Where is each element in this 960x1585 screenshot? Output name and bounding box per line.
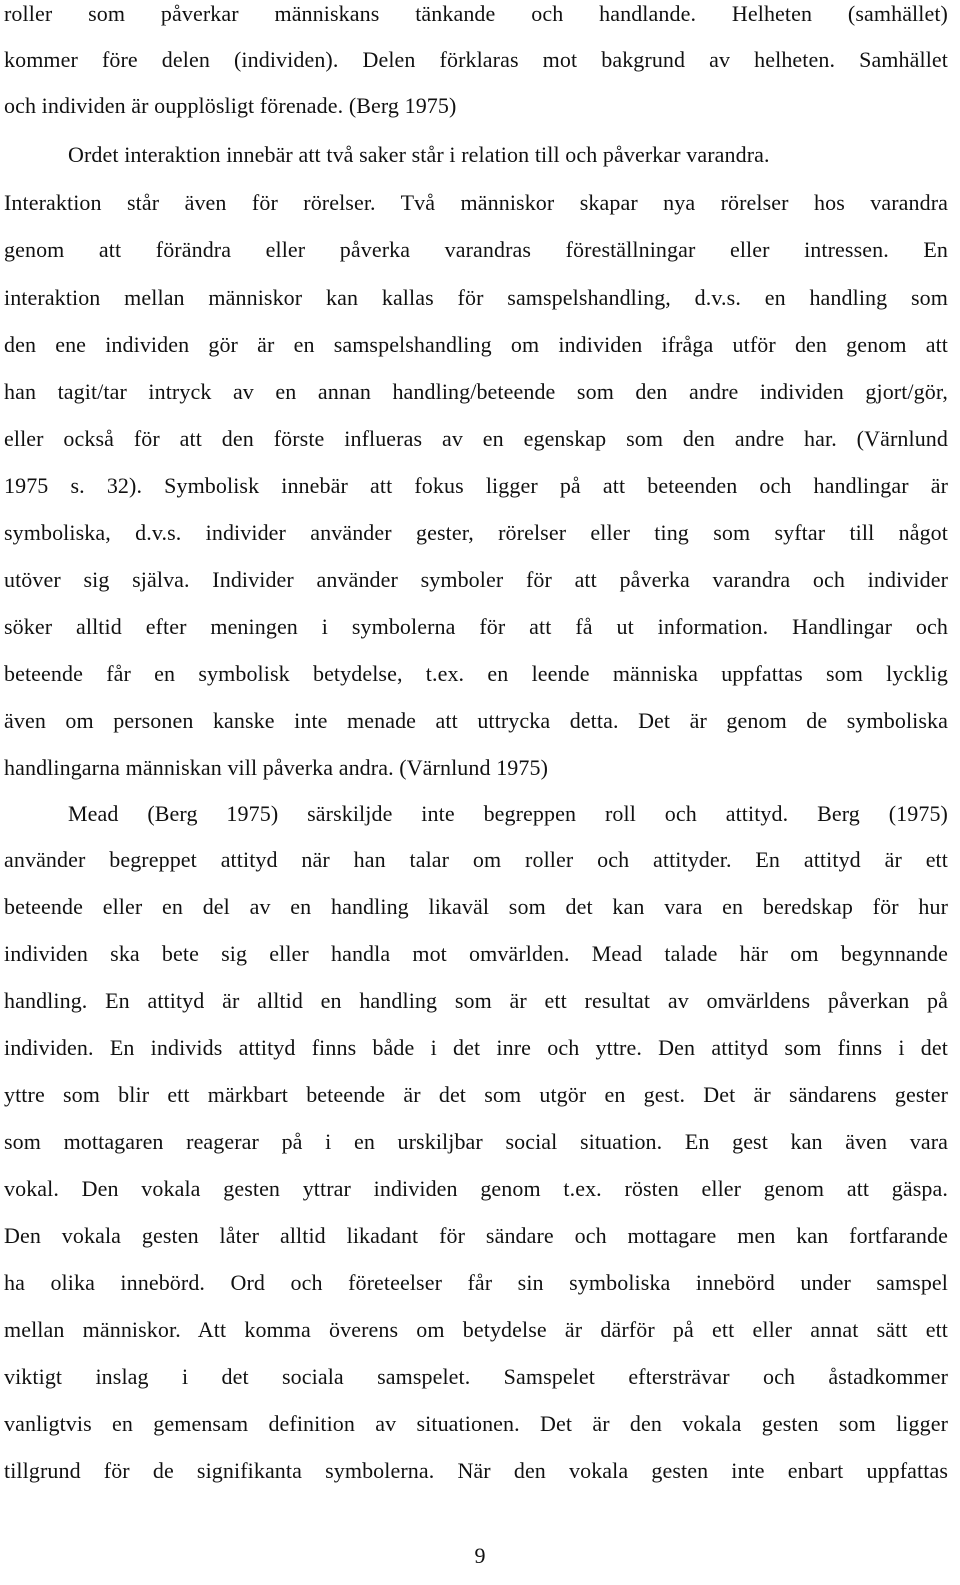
text-line: utöver sig själva. Individer använder symboler för att påverka varandra och individer — [4, 567, 948, 592]
text-line: eller också för att den förste influeras av en egenskap som den andre har. (Värnlund — [4, 426, 948, 451]
text-line: individen ska bete sig eller handla mot omvärlden. Mead talade här om begynnande — [4, 941, 948, 966]
page-number: 9 — [474, 1543, 486, 1568]
text-line: och individen är oupplösligt förenade. (Berg 1975) — [4, 93, 457, 118]
text-line: även om personen kanske inte menade att uttrycka detta. Det är genom de symboliska — [4, 708, 948, 733]
text-line: symboliska, d.v.s. individer använder gester, rörelser eller ting som syftar till något — [4, 520, 948, 545]
text-line: den ene individen gör är en samspelshandling om individen ifråga utför den genom att — [4, 332, 948, 357]
text-line: beteende eller en del av en handling likaväl som det kan vara en beredskap för hur — [4, 894, 948, 919]
text-line: handlingarna människan vill påverka andra. (Värnlund 1975) — [4, 755, 549, 780]
text-line: yttre som blir ett märkbart beteende är det som utgör en gest. Det är sändarens gester — [4, 1082, 948, 1107]
text-line: roller som påverkar människans tänkande och handlande. Helheten (samhället) — [4, 1, 948, 26]
text-line: söker alltid efter meningen i symbolerna för att få ut information. Handlingar och — [4, 614, 948, 639]
text-line: Interaktion står även för rörelser. Två människor skapar nya rörelser hos varandra — [4, 190, 948, 215]
paragraph-start-line: Mead (Berg 1975) särskiljde inte begreppen roll och attityd. Berg (1975) — [68, 801, 948, 826]
text-line: använder begreppet attityd när han talar om roller och attityder. En attityd är ett — [4, 847, 948, 872]
text-line: mellan människor. Att komma överens om betydelse är därför på ett eller annat sätt ett — [4, 1317, 948, 1342]
text-line: som mottagaren reagerar på i en urskiljbar social situation. En gest kan även vara — [4, 1129, 948, 1154]
text-line: genom att förändra eller påverka varandras föreställningar eller intressen. En — [4, 237, 948, 262]
text-line: beteende får en symbolisk betydelse, t.ex. en leende människa uppfattas som lycklig — [4, 661, 948, 686]
text-line: viktigt inslag i det sociala samspelet. Samspelet eftersträvar och åstadkommer — [4, 1364, 948, 1389]
text-line: ha olika innebörd. Ord och företeelser får sin symboliska innebörd under samspel — [4, 1270, 948, 1295]
text-line: kommer före delen (individen). Delen förklaras mot bakgrund av helheten. Samhället — [4, 47, 948, 72]
text-line: handling. En attityd är alltid en handling som är ett resultat av omvärldens påverkan på — [4, 988, 948, 1013]
text-line: vokal. Den vokala gesten yttrar individen genom t.ex. rösten eller genom att gäspa. — [4, 1176, 948, 1201]
text-line: tillgrund för de signifikanta symbolerna. När den vokala gesten inte enbart uppfattas — [4, 1458, 948, 1483]
text-line: Den vokala gesten låter alltid likadant för sändare och mottagare men kan fortfarande — [4, 1223, 948, 1248]
text-line: 1975 s. 32). Symbolisk innebär att fokus ligger på att beteenden och handlingar är — [4, 473, 948, 498]
text-line: vanligtvis en gemensam definition av situationen. Det är den vokala gesten som ligger — [4, 1411, 948, 1436]
text-line: han tagit/tar intryck av en annan handling/beteende som den andre individen gjort/gör, — [4, 379, 948, 404]
paragraph-start-line: Ordet interaktion innebär att två saker står i relation till och påverkar varandra. — [68, 142, 770, 167]
text-line: interaktion mellan människor kan kallas för samspelshandling, d.v.s. en handling som — [4, 285, 948, 310]
text-line: individen. En individs attityd finns både i det inre och yttre. Den attityd som finns i det — [4, 1035, 948, 1060]
